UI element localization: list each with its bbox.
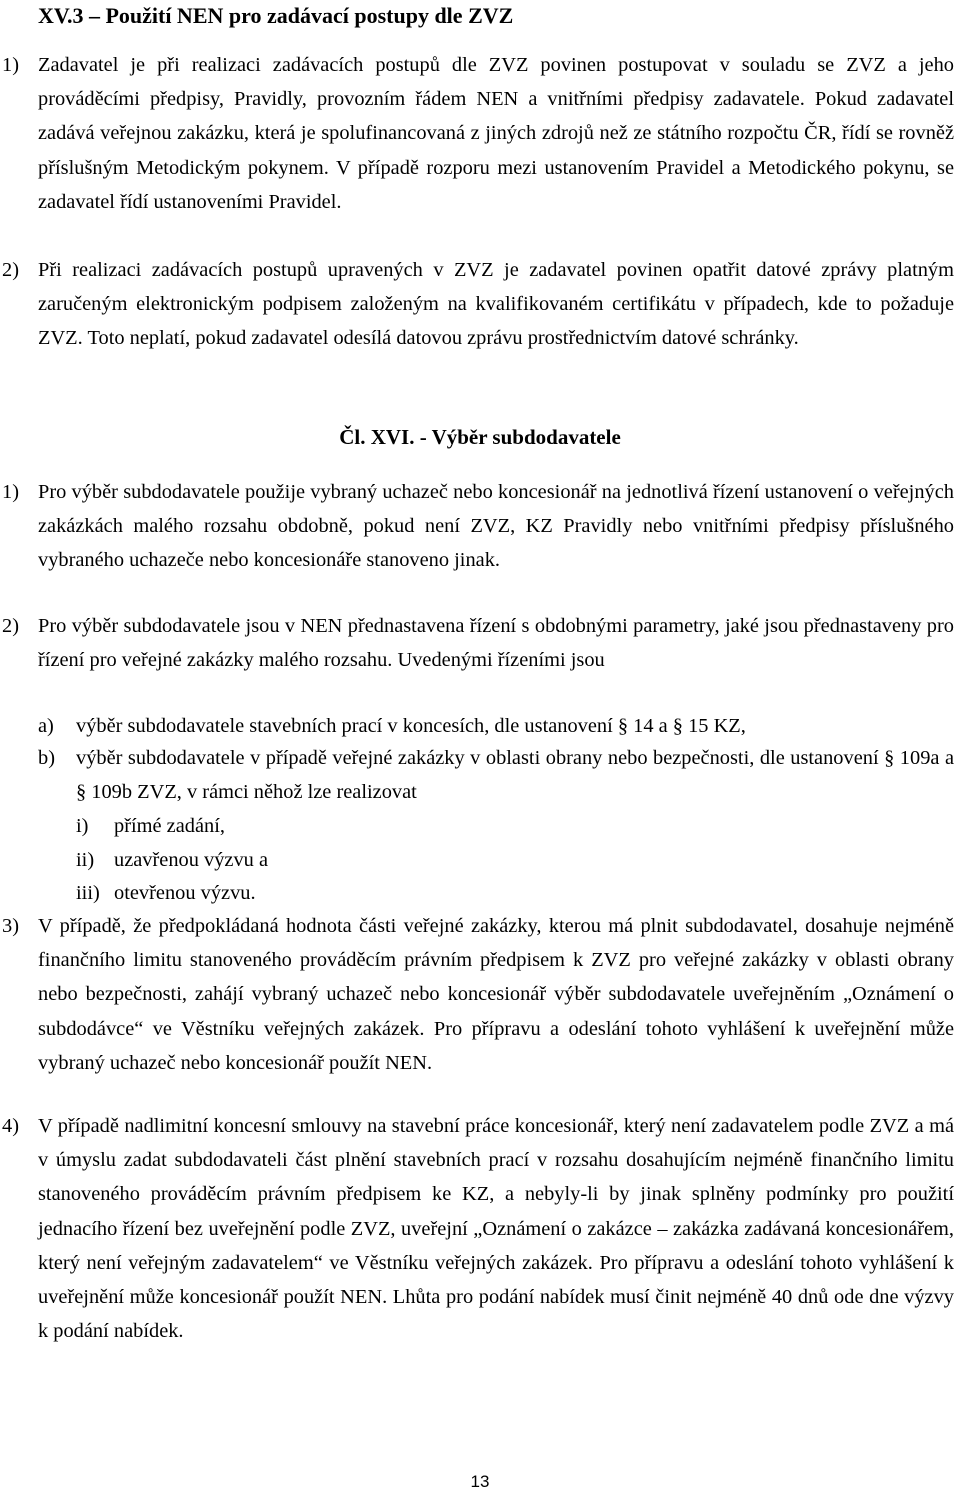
- paragraph-text: Zadavatel je při realizaci zadávacích postupů dle ZVZ povinen postupovat v souladu se ZVZ a jeho prováděcími předpisy, Pravidly, provozním řádem NEN a vnitřními předpisy zadavatele. Pokud zadavatel zadává veřejnou zakázku, která je spolufinancovaná z jiných zdrojů než ze státního rozpočtu ČR, řídí se rovněž příslušným Metodickým pokynem. V případě rozporu mezi ustanovením Pravidel a Metodického pokynu, se zadavatel řídí ustanoveními Pravidel.: [38, 54, 954, 213]
- paragraph-text: Při realizaci zadávacích postupů upravených v ZVZ je zadavatel povinen opatřit datové zprávy platným zaručeným elektronickým podpisem založeným na kvalifikovaném certifikátu v případech, kde to požaduje ZVZ. Toto neplatí, pokud zadavatel odesílá datovou zprávu prostřednictvím datové schránky.: [38, 259, 954, 350]
- article-paragraph-1: [0, 475, 960, 578]
- list-item-b: [38, 741, 954, 809]
- paragraph-1: [0, 48, 960, 219]
- list-label: a): [38, 715, 54, 737]
- list-text: přímé zadání,: [114, 815, 225, 837]
- paragraph-number: 2): [2, 259, 19, 281]
- list-text: otevřenou výzvu.: [114, 882, 256, 904]
- list-item-iii: [76, 876, 954, 910]
- list-item-ii: [76, 843, 954, 877]
- list-text: výběr subdodavatele v případě veřejné zakázky v oblasti obrany nebo bezpečnosti, dle ustanovení § 109a a § 109b ZVZ, v rámci něhož lze realizovat: [76, 747, 954, 804]
- list-label: b): [38, 747, 55, 769]
- paragraph-text: V případě nadlimitní koncesní smlouvy na stavební práce koncesionář, který není zadavatelem podle ZVZ a má v úmyslu zadat subdodavateli část plnění stavebních prací v rozsahu dosahujícím nejméně finančního limitu stanoveného prováděcím právním předpisem ke KZ, a nebyly-li by jinak splněny podmínky pro použití jednacího řízení bez uveřejnění podle ZVZ, uveřejní „Oznámení o zakázce – zakázka zadávaná koncesionářem, který není veřejným zadavatelem“ ve Věstníku veřejných zakázek. Pro přípravu a odeslání tohoto vyhlášení k uveřejnění může koncesionář použít NEN. Lhůta pro podání nabídek musí činit nejméně 40 dnů ode dne výzvy k podání nabídek.: [38, 1115, 954, 1343]
- list-item-i: [76, 809, 954, 843]
- paragraph-number: 1): [2, 481, 19, 503]
- list-item-a: [38, 709, 954, 743]
- paragraph-2: [0, 253, 960, 356]
- paragraph-number: 4): [2, 1115, 19, 1137]
- article-paragraph-2: [0, 609, 960, 677]
- paragraph-text: V případě, že předpokládaná hodnota části veřejné zakázky, kterou má plnit subdodavatel, dosahuje nejméně finančního limitu stanoveného prováděcím právním předpisem k ZVZ pro veřejné zakázky v oblasti obrany nebo bezpečnosti, zahájí vybraný uchazeč nebo koncesionář výběr subdodavatele uveřejněním „Oznámení o subdodávce“ ve Věstníku veřejných zakázek. Pro přípravu a odeslání tohoto vyhlášení k uveřejnění může vybraný uchazeč nebo koncesionář použít NEN.: [38, 915, 954, 1074]
- article-title: Čl. XVI. - Výběr subdodavatele: [339, 425, 621, 449]
- paragraph-number: 1): [2, 54, 19, 76]
- paragraph-number: 2): [2, 615, 19, 637]
- section-heading: XV.3 – Použití NEN pro zadávací postupy dle ZVZ: [38, 3, 514, 28]
- page-number: 13: [470, 1472, 490, 1491]
- list-text: uzavřenou výzvu a: [114, 849, 268, 871]
- paragraph-text: Pro výběr subdodavatele použije vybraný uchazeč nebo koncesionář na jednotlivá řízení ustanovení o veřejných zakázkách malého rozsahu obdobně, pokud není ZVZ, KZ Pravidly nebo vnitřními předpisy příslušného vybraného uchazeče nebo koncesionáře stanoveno jinak.: [38, 481, 954, 572]
- list-text: výběr subdodavatele stavebních prací v koncesích, dle ustanovení § 14 a § 15 KZ,: [76, 715, 746, 737]
- article-paragraph-4: [0, 1109, 960, 1348]
- list-label: ii): [76, 849, 95, 871]
- list-label: iii): [76, 882, 100, 904]
- article-paragraph-3: [0, 909, 960, 1080]
- list-label: i): [76, 815, 89, 837]
- paragraph-text: Pro výběr subdodavatele jsou v NEN přednastavena řízení s obdobnými parametry, jaké jsou přednastaveny pro řízení pro veřejné zakázky malého rozsahu. Uvedenými řízeními jsou: [38, 615, 954, 672]
- paragraph-number: 3): [2, 915, 19, 937]
